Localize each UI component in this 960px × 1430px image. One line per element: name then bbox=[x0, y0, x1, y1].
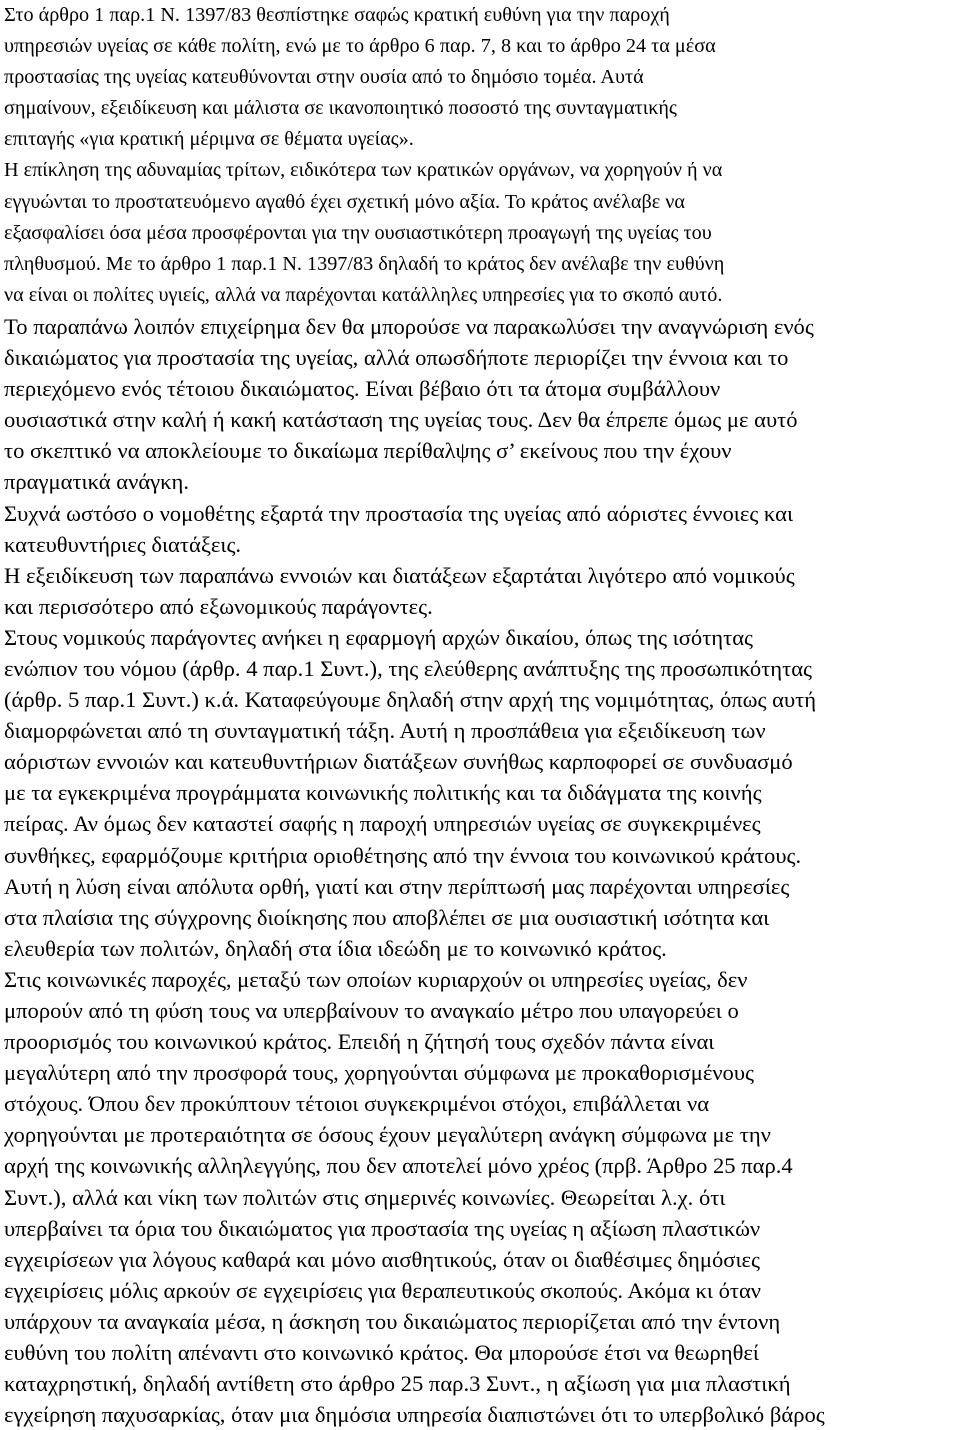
text-line: πείρας. Αν όμως δεν καταστεί σαφής η παροχή υπηρεσιών υγείας σε συγκεκριμένες bbox=[4, 811, 761, 837]
text-line: πραγματικά ανάγκη. bbox=[4, 469, 190, 495]
text-line: σημαίνουν, εξειδίκευση και μάλιστα σε ικανοποιητικό ποσοστό της συνταγματικής bbox=[4, 97, 677, 120]
text-line: μεγαλύτερη από την προσφορά τους, χορηγούνται σύμφωνα με προκαθορισμένους bbox=[4, 1060, 754, 1086]
text-line: Στις κοινωνικές παροχές, μεταξύ των οποίων κυριαρχούν οι υπηρεσίες υγείας, δεν bbox=[4, 966, 748, 992]
text-line: καταχρηστική, δηλαδή αντίθετη στο άρθρο 25 παρ.3 Συντ., η αξίωση για μια πλαστική bbox=[4, 1371, 791, 1397]
text-line: ουσιαστικά στην καλή ή κακή κατάσταση της υγείας τους. Δεν θα έπρεπε όμως με αυτό bbox=[4, 407, 798, 433]
text-line: υπηρεσιών υγείας σε κάθε πολίτη, ενώ με το άρθρο 6 παρ. 7, 8 και το άρθρο 24 τα μέσα bbox=[4, 35, 716, 58]
text-line: Το παραπάνω λοιπόν επιχείρημα δεν θα μπορούσε να παρακωλύσει την αναγνώριση ενός bbox=[4, 313, 814, 339]
text-line: ευθύνη του πολίτη απέναντι στο κοινωνικό κράτος. Θα μπορούσε έτσι να θεωρηθεί bbox=[4, 1340, 759, 1366]
text-line: εγχείρηση παχυσαρκίας, όταν μια δημόσια υπηρεσία διαπιστώνει ότι το υπερβολικό βάρος bbox=[4, 1402, 825, 1428]
text-line: Η επίκληση της αδυναμίας τρίτων, ειδικότερα των κρατικών οργάνων, να χορηγούν ή να bbox=[4, 159, 723, 182]
text-line: περιεχόμενο ενός τέτοιου δικαιώματος. Είναι βέβαιο ότι τα άτομα συμβάλλουν bbox=[4, 376, 721, 402]
text-line: δικαιώματος για προστασία της υγείας, αλλά οπωσδήποτε περιορίζει την έννοια και το bbox=[4, 345, 789, 371]
text-line: εγχειρίσεις μόλις αρκούν σε εγχειρίσεις για θεραπευτικούς σκοπούς. Ακόμα κι όταν bbox=[4, 1277, 762, 1303]
text-line: υπερβαίνει τα όρια του δικαιώματος για προστασία της υγείας η αξίωση πλαστικών bbox=[4, 1215, 761, 1241]
text-line: και περισσότερο από εξωνομικούς παράγοντες. bbox=[4, 593, 433, 619]
text-line: πληθυσμού. Με το άρθρο 1 παρ.1 Ν. 1397/83 δηλαδή το κράτος δεν ανέλαβε την ευθύνη bbox=[4, 252, 725, 275]
text-line: Αυτή η λύση είναι απόλυτα ορθή, γιατί και στην περίπτωσή μας παρέχονται υπηρεσίες bbox=[4, 873, 790, 899]
text-line: ελευθερία των πολιτών, δηλαδή στα ίδια ιδεώδη με το κοινωνικό κράτος. bbox=[4, 935, 667, 961]
text-line: αόριστων εννοιών και κατευθυντήριων διατάξεων συνήθως καρποφορεί σε συνδυασμό bbox=[4, 749, 793, 775]
text-line: (άρθρ. 5 παρ.1 Συντ.) κ.ά. Καταφεύγουμε δηλαδή στην αρχή της νομιμότητας, όπως αυτή bbox=[4, 687, 817, 713]
text-line: ενώπιον του νόμου (άρθρ. 4 παρ.1 Συντ.), της ελεύθερης ανάπτυξης της προσωπικότητας bbox=[4, 655, 812, 681]
text-line: εγγυώνται το προστατευόμενο αγαθό έχει σχετική μόνο αξία. Το κράτος ανέλαβε να bbox=[4, 190, 685, 213]
text-line: με τα εγκεκριμένα προγράμματα κοινωνικής πολιτικής και τα διδάγματα της κοινής bbox=[4, 780, 762, 806]
text-line: Στους νομικούς παράγοντες ανήκει η εφαρμογή αρχών δικαίου, όπως της ισότητας bbox=[4, 624, 753, 650]
text-line: υπάρχουν τα αναγκαία μέσα, η άσκηση του δικαιώματος περιορίζεται από την έντονη bbox=[4, 1308, 781, 1334]
text-line: προορισμός του κοινωνικού κράτος. Επειδή η ζήτησή τους σχεδόν πάντα είναι bbox=[4, 1029, 715, 1055]
text-line: μπορούν από τη φύση τους να υπερβαίνουν το αναγκαίο μέτρο που υπαγορεύει ο bbox=[4, 998, 739, 1023]
text-line: στα πλαίσια της σύγχρονης διοίκησης που αποβλέπει σε μια ουσιαστική ισότητα και bbox=[4, 904, 770, 930]
text-line: να είναι οι πολίτες υγιείς, αλλά να παρέχονται κατάλληλες υπηρεσίες για το σκοπό αυτό. bbox=[4, 283, 723, 306]
text-line: διαμορφώνεται από τη συνταγματική τάξη. Αυτή η προσπάθεια για εξειδίκευση των bbox=[4, 718, 766, 744]
text-line: εξασφαλίσει όσα μέσα προσφέρονται για την ουσιαστικότερη προαγωγή της υγείας του bbox=[4, 221, 712, 244]
text-line: αρχή της κοινωνικής αλληλεγγύης, που δεν αποτελεί μόνο χρέος (πρβ. Άρθρο 25 παρ.4 bbox=[4, 1153, 793, 1179]
text-line: εγχειρίσεων για λόγους καθαρά και μόνο αισθητικούς, όταν οι διαθέσιμες δημόσιες bbox=[4, 1246, 760, 1272]
text-line: Η εξειδίκευση των παραπάνω εννοιών και διατάξεων εξαρτάται λιγότερο από νομικούς bbox=[4, 562, 795, 588]
text-line: Συντ.), αλλά και νίκη των πολιτών στις σημερινές κοινωνίες. Θεωρείται λ.χ. ότι bbox=[4, 1184, 726, 1210]
text-line: συνθήκες, εφαρμόζουμε κριτήρια οριοθέτησης από την έννοια του κοινωνικού κράτους. bbox=[4, 842, 802, 868]
text-line: προστασίας της υγείας κατευθύνονται στην ουσία από το δημόσιο τομέα. Αυτά bbox=[4, 66, 644, 89]
text-line: το σκεπτικό να αποκλείουμε το δικαίωμα περίθαλψης σ’ εκείνους που την έχουν bbox=[4, 438, 732, 464]
document-body bbox=[4, 0, 956, 1430]
text-line: κατευθυντήριες διατάξεις. bbox=[4, 531, 242, 557]
text-line: χορηγούνται με προτεραιότητα σε όσους έχουν μεγαλύτερη ανάγκη σύμφωνα με την bbox=[4, 1122, 771, 1148]
text-line: επιταγής «για κρατική μέριμνα σε θέματα υγείας». bbox=[4, 128, 414, 151]
text-line: Στο άρθρο 1 παρ.1 Ν. 1397/83 θεσπίστηκε σαφώς κρατική ευθύνη για την παροχή bbox=[4, 4, 670, 26]
text-line: Συχνά ωστόσο ο νομοθέτης εξαρτά την προστασία της υγείας από αόριστες έννοιες και bbox=[4, 500, 794, 526]
text-line: στόχους. Όπου δεν προκύπτουν τέτοιοι συγκεκριμένοι στόχοι, επιβάλλεται να bbox=[4, 1091, 710, 1117]
